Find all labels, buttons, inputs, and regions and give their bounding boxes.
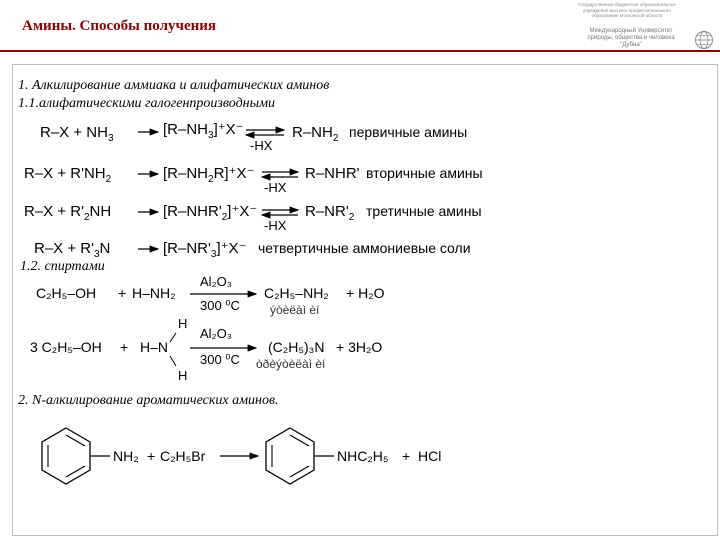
r6-temperature: 300 ⁰C: [200, 352, 240, 367]
r7-reactant-group: NH₂: [113, 448, 139, 464]
r6-garbled-label: òðèýòèëàì èí: [256, 357, 326, 371]
reaction-secondary: [24, 165, 483, 195]
reaction-quaternary: [34, 240, 471, 260]
r7-byproduct: HCl: [418, 448, 442, 464]
r6-h-bottom: H: [178, 368, 188, 383]
r3-below: -HX: [264, 218, 287, 233]
header-divider: [0, 50, 720, 52]
reaction-tertiary: [24, 203, 482, 233]
r2-lhs: $R-X + R'NH_2$: [24, 165, 112, 185]
logo-line: учреждение высшего профессионального: [583, 7, 671, 13]
r5-catalyst: Al₂O₃: [200, 274, 233, 289]
reaction-triethylamine: [30, 316, 382, 383]
slide-title: Амины. Способы получения: [22, 18, 217, 34]
r7-plus1: +: [147, 448, 156, 464]
alcohol-reactions: [0, 270, 720, 390]
r6-plus: +: [120, 339, 129, 355]
benzene-ring-product: [266, 428, 334, 484]
reaction-ethylamine: [36, 274, 385, 317]
aromatic-alkylation: [0, 418, 720, 498]
r1-below: -HX: [250, 138, 273, 153]
r5-plus: +: [118, 285, 127, 301]
r2-product: R–NHR': [305, 165, 360, 182]
university-info: [566, 2, 688, 19]
section1-heading: 1. Алкилирование аммиака и алифатических аминов: [18, 78, 330, 93]
r3-intermediate: $[R-NHR'_2]^+X^-$: [163, 203, 258, 223]
r5-garbled-label: ýòèëàì èí: [270, 303, 320, 317]
r7-product-group: NHC₂H₅: [337, 448, 389, 464]
r1-product: $R-NH_2$: [292, 124, 339, 144]
r5-reagent1: C₂H₅–OH: [36, 285, 97, 301]
r6-h-top: H: [178, 316, 188, 331]
r2-intermediate: $[R-NH_2R]^+X^-$: [163, 165, 255, 185]
r6-catalyst: Al₂O₃: [200, 326, 233, 341]
r6-product: (C₂H₅)₃N: [268, 339, 325, 355]
r4-label: четвертичные аммониевые соли: [258, 240, 471, 256]
alkylation-reactions: [0, 112, 720, 272]
r6-hn: H–N: [140, 339, 169, 355]
r4-lhs: $R-X + R'_3N$: [34, 240, 111, 260]
globe-logo-icon: [694, 30, 714, 50]
r6-reagent1: 3 C₂H₅–OH: [30, 339, 102, 355]
university-name: [575, 28, 687, 49]
r5-reagent2: H–NH₂: [132, 285, 176, 301]
r1-label: первичные амины: [349, 124, 468, 140]
logo-main-line: "Дубна": [620, 42, 642, 48]
logo-line: образования Московской области: [591, 13, 663, 18]
r7-reagent: C₂H₅Br: [160, 448, 206, 464]
r1-intermediate: $[R-NH_3]^+X^-$: [163, 121, 244, 141]
r7-plus2: +: [402, 448, 411, 464]
r6-bond-bottom: [170, 356, 176, 366]
r4-intermediate: $[R-NR'_3]^+X^-$: [163, 240, 247, 260]
reaction-primary: [40, 121, 467, 153]
r3-product: $R-NR'_2$: [305, 203, 355, 223]
r6-bond-top: [170, 333, 176, 342]
section2-heading: 2. N-алкилирование ароматических аминов.: [18, 393, 279, 408]
r3-lhs: $R-X + R'_2NH$: [24, 203, 112, 223]
r5-temperature: 300 ⁰C: [200, 298, 240, 313]
logo-line: Государственное бюджетное образовательное: [578, 2, 676, 7]
section1-subheading: 1.1.алифатическими галогенпроизводными: [18, 96, 276, 111]
r5-byproduct: + H₂O: [346, 285, 385, 301]
r2-label: вторичные амины: [366, 165, 483, 181]
logo-main-line: Международный Университет: [589, 28, 673, 34]
r3-label: третичные амины: [366, 203, 482, 219]
r6-byproduct: + 3H₂O: [336, 339, 383, 355]
r5-product: C₂H₅–NH₂: [264, 285, 329, 301]
logo-main-line: природы, общества и человека: [587, 35, 675, 41]
section12-heading: 1.2. спиртами: [20, 259, 105, 274]
benzene-ring-reactant: [42, 428, 110, 484]
r2-below: -HX: [264, 180, 287, 195]
r1-lhs: $R-X + NH_3$: [40, 124, 114, 144]
